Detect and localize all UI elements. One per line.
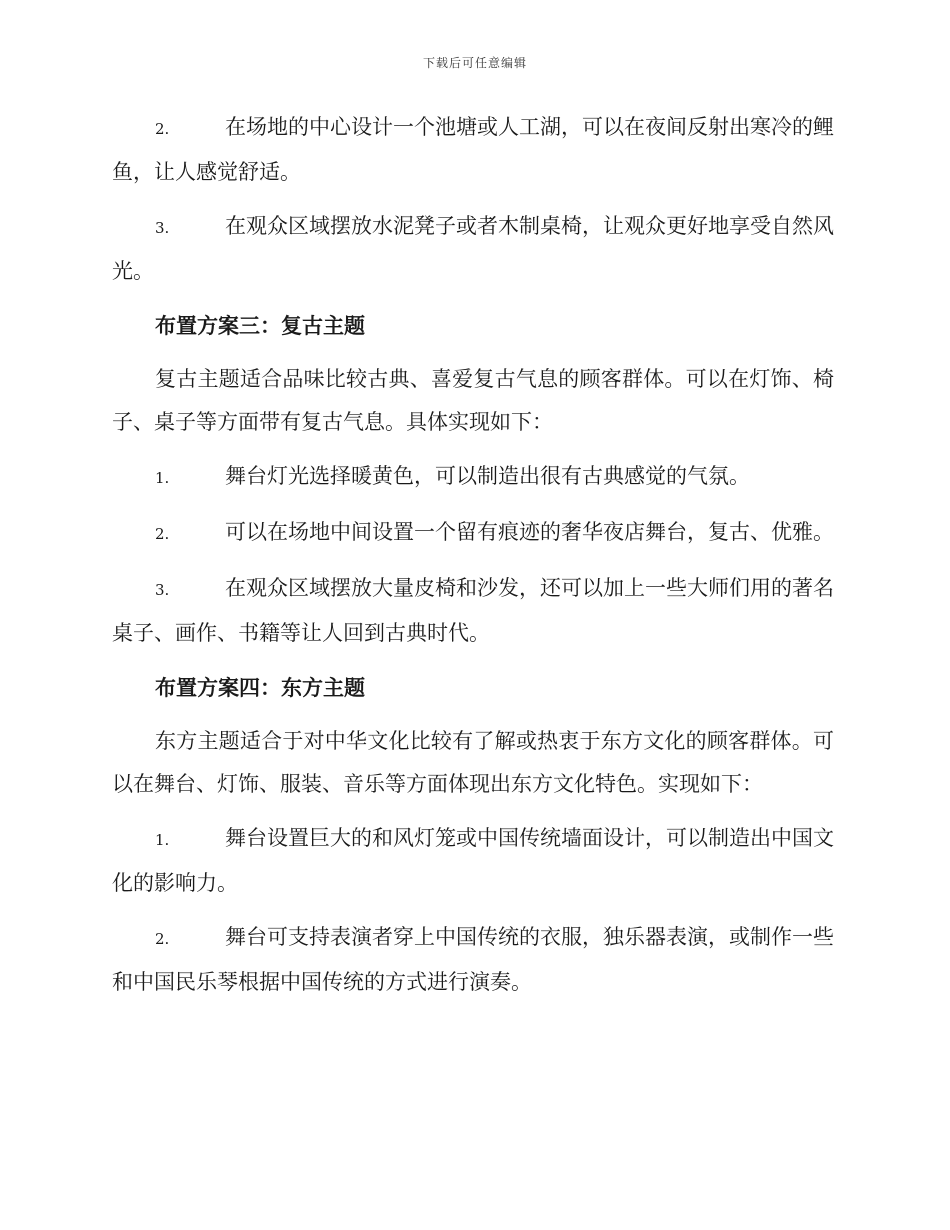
list-item-text: 可以在场地中间设置一个留有痕迹的奢华夜店舞台，复古、优雅。 <box>225 520 834 544</box>
section-intro-oriental: 东方主题适合于对中华文化比较有了解或热衷于东方文化的顾客群体。可以在舞台、灯饰、服装、音乐等方面体现出东方文化特色。实现如下： <box>112 729 834 796</box>
list-item <box>112 205 834 293</box>
list-item-text: 在观众区域摆放大量皮椅和沙发，还可以加上一些大师们用的著名桌子、画作、书籍等让人回到古典时代。 <box>112 576 834 645</box>
list-item-text: 舞台设置巨大的和风灯笼或中国传统墙面设计，可以制造出中国文化的影响力。 <box>112 826 834 895</box>
list-item-number: 2. <box>155 120 170 138</box>
list-item-text: 在观众区域摆放水泥凳子或者木制桌椅，让观众更好地享受自然风光。 <box>112 214 834 283</box>
section-intro-retro: 复古主题适合品味比较古典、喜爱复古气息的顾客群体。可以在灯饰、椅子、桌子等方面带有复古气息。具体实现如下： <box>112 367 834 434</box>
list-item <box>112 455 834 500</box>
section-heading-oriental: 布置方案四：东方主题 <box>155 675 365 700</box>
list-item-number: 3. <box>155 581 170 599</box>
list-item <box>112 511 834 556</box>
list-item <box>112 916 834 1004</box>
list-item <box>112 567 834 655</box>
list-item-number: 2. <box>155 930 170 948</box>
list-item <box>112 106 834 194</box>
document-body <box>112 106 834 1015</box>
list-item-number: 2. <box>155 525 170 543</box>
list-item-number: 3. <box>155 219 170 237</box>
list-item <box>112 817 834 905</box>
list-item-number: 1. <box>155 831 170 849</box>
section-heading-retro: 布置方案三：复古主题 <box>155 313 365 338</box>
list-item-text: 舞台可支持表演者穿上中国传统的衣服，独乐器表演，或制作一些和中国民乐琴根据中国传统的方式进行演奏。 <box>112 925 834 994</box>
list-item-number: 1. <box>155 469 170 487</box>
list-item-text: 在场地的中心设计一个池塘或人工湖，可以在夜间反射出寒冷的鲤鱼，让人感觉舒适。 <box>112 115 834 184</box>
page-header: 下载后可任意编辑 <box>422 56 527 70</box>
list-item-text: 舞台灯光选择暖黄色，可以制造出很有古典感觉的气氛。 <box>225 464 750 488</box>
